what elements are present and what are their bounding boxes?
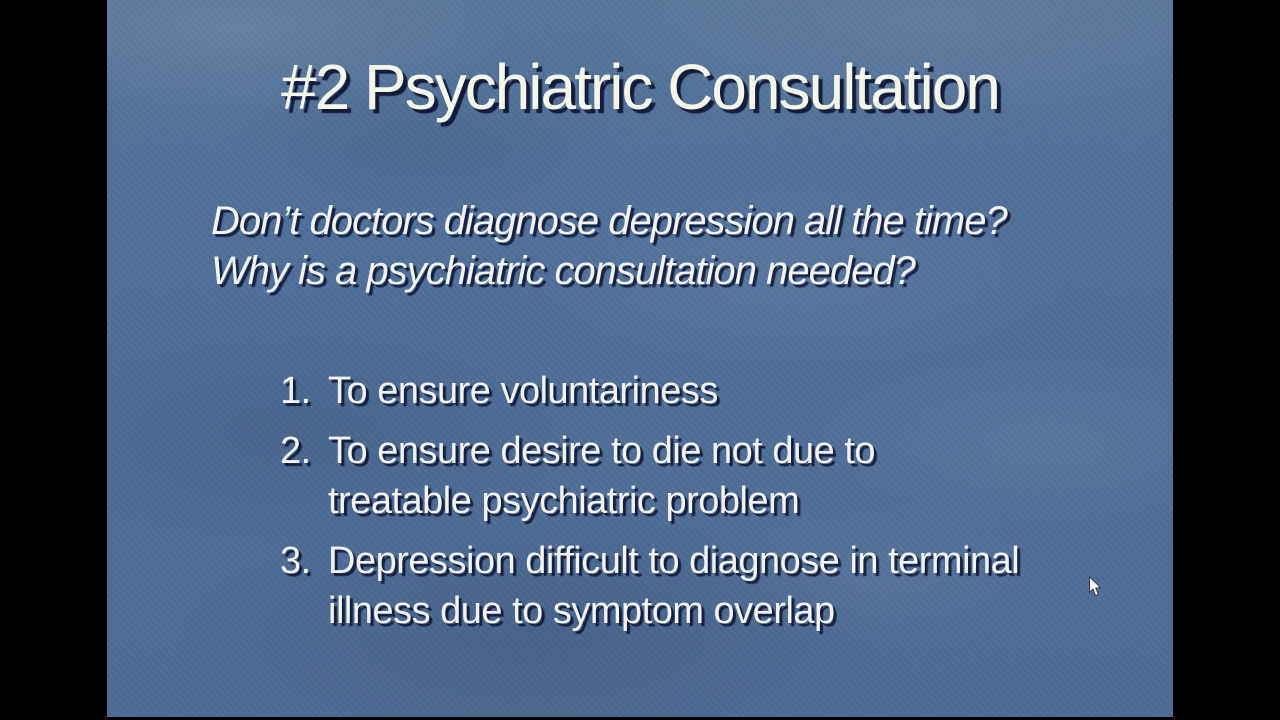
list-item-1	[280, 366, 1019, 416]
question-line-2: Why is a psychiatric consultation needed?	[211, 249, 915, 293]
question-block	[211, 196, 1007, 296]
list-line: Depression difficult to diagnose in terminal	[328, 540, 1020, 582]
list-item-2-number: 2.	[280, 430, 311, 472]
slide	[107, 0, 1173, 717]
list-item-2-text	[328, 426, 875, 526]
list-item-2	[280, 426, 1019, 526]
list-line: treatable psychiatric problem	[328, 480, 800, 522]
list-item-3-number: 3.	[280, 540, 311, 582]
list-line: To ensure voluntariness	[328, 370, 718, 412]
list-item-3	[280, 536, 1019, 636]
list-line: To ensure desire to die not due to	[328, 430, 876, 472]
question-line-1: Don’t doctors diagnose depression all the time?	[211, 199, 1007, 243]
numbered-list	[280, 366, 1019, 646]
list-item-1-number: 1.	[280, 370, 311, 412]
mouse-cursor-icon	[1088, 576, 1103, 598]
list-item-1-text	[328, 366, 718, 416]
list-item-3-text	[328, 536, 1019, 636]
letterbox-left	[0, 0, 107, 720]
list-line: illness due to symptom overlap	[328, 590, 835, 632]
letterbox-right	[1173, 0, 1280, 720]
slide-title: #2 Psychiatric Consultation	[281, 51, 999, 123]
